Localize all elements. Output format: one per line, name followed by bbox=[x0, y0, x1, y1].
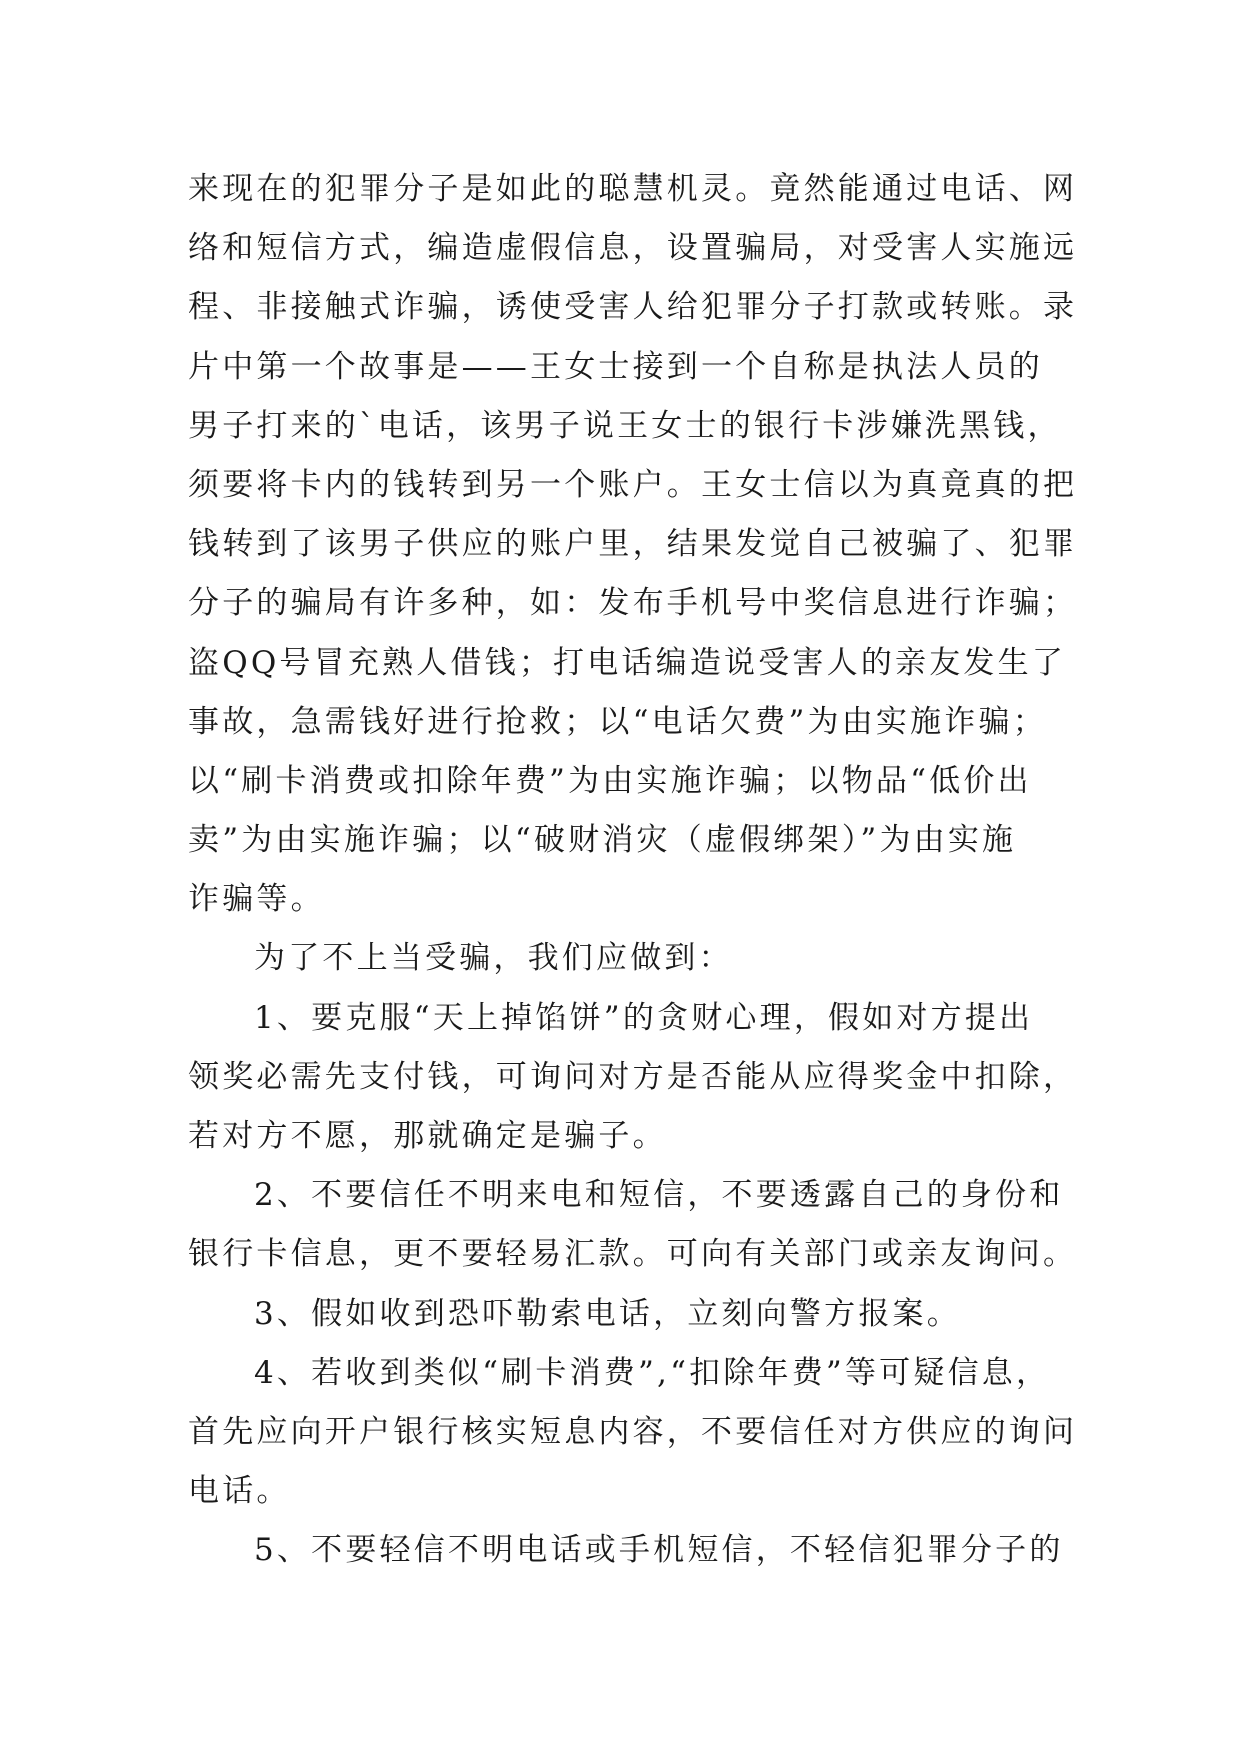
text-line: 若对方不愿，那就确定是骗子。 bbox=[188, 1118, 667, 1154]
document-body bbox=[188, 160, 1078, 1581]
list-item-1: 1、要克服“天上掉馅饼”的贪财心理，假如对方提出 bbox=[254, 999, 1034, 1036]
text-line: 片中第一个故事是——王女士接到一个自称是执法人员的 bbox=[188, 348, 1043, 385]
paragraph-intro: 为了不上当受骗，我们应做到： bbox=[254, 940, 733, 977]
list-item-4: 4、若收到类似“刷卡消费”,“扣除年费”等可疑信息， bbox=[254, 1354, 1051, 1391]
text-line: 银行卡信息，更不要轻易汇款。可向有关部门或亲友询问。 bbox=[188, 1236, 1078, 1273]
text-line: 领奖必需先支付钱，可询问对方是否能从应得奖金中扣除， bbox=[188, 1058, 1078, 1095]
text-line: 男子打来的`电话，该男子说王女士的银行卡涉嫌洗黑钱， bbox=[188, 407, 1062, 444]
text-line: 事故，急需钱好进行抢救；以“电话欠费”为由实施诈骗； bbox=[188, 703, 1047, 740]
text-line: 首先应向开户银行核实短息内容，不要信任对方供应的询问 bbox=[188, 1413, 1078, 1450]
text-line: 络和短信方式，编造虚假信息，设置骗局，对受害人实施远 bbox=[188, 230, 1078, 267]
text-line: 以“刷卡消费或扣除年费”为由实施诈骗；以物品“低价出 bbox=[188, 762, 1032, 799]
list-item-3: 3、假如收到恐吓勒索电话，立刻向警方报案。 bbox=[254, 1295, 961, 1332]
text-line: 电话。 bbox=[188, 1473, 291, 1510]
text-line: 诈骗等。 bbox=[188, 881, 325, 918]
list-item-2: 2、不要信任不明来电和短信，不要透露自己的身份和 bbox=[254, 1177, 1064, 1214]
text-line: 须要将卡内的钱转到另一个账户。王女士信以为真竟真的把 bbox=[188, 466, 1078, 503]
text-line: 分子的骗局有许多种，如：发布手机号中奖信息进行诈骗； bbox=[188, 585, 1078, 622]
text-line: 卖”为由实施诈骗；以“破财消灾（虚假绑架）”为由实施 bbox=[188, 822, 1017, 859]
text-line: 钱转到了该男子供应的账户里，结果发觉自己被骗了、犯罪 bbox=[188, 526, 1078, 563]
list-item-5: 5、不要轻信不明电话或手机短信，不轻信犯罪分子的 bbox=[254, 1532, 1064, 1569]
text-line: 盗QQ号冒充熟人借钱；打电话编造说受害人的亲友发生了 bbox=[188, 644, 1067, 681]
text-line: 来现在的犯罪分子是如此的聪慧机灵。竟然能通过电话、网 bbox=[188, 171, 1078, 207]
text-line: 程、非接触式诈骗，诱使受害人给犯罪分子打款或转账。录 bbox=[188, 289, 1078, 326]
